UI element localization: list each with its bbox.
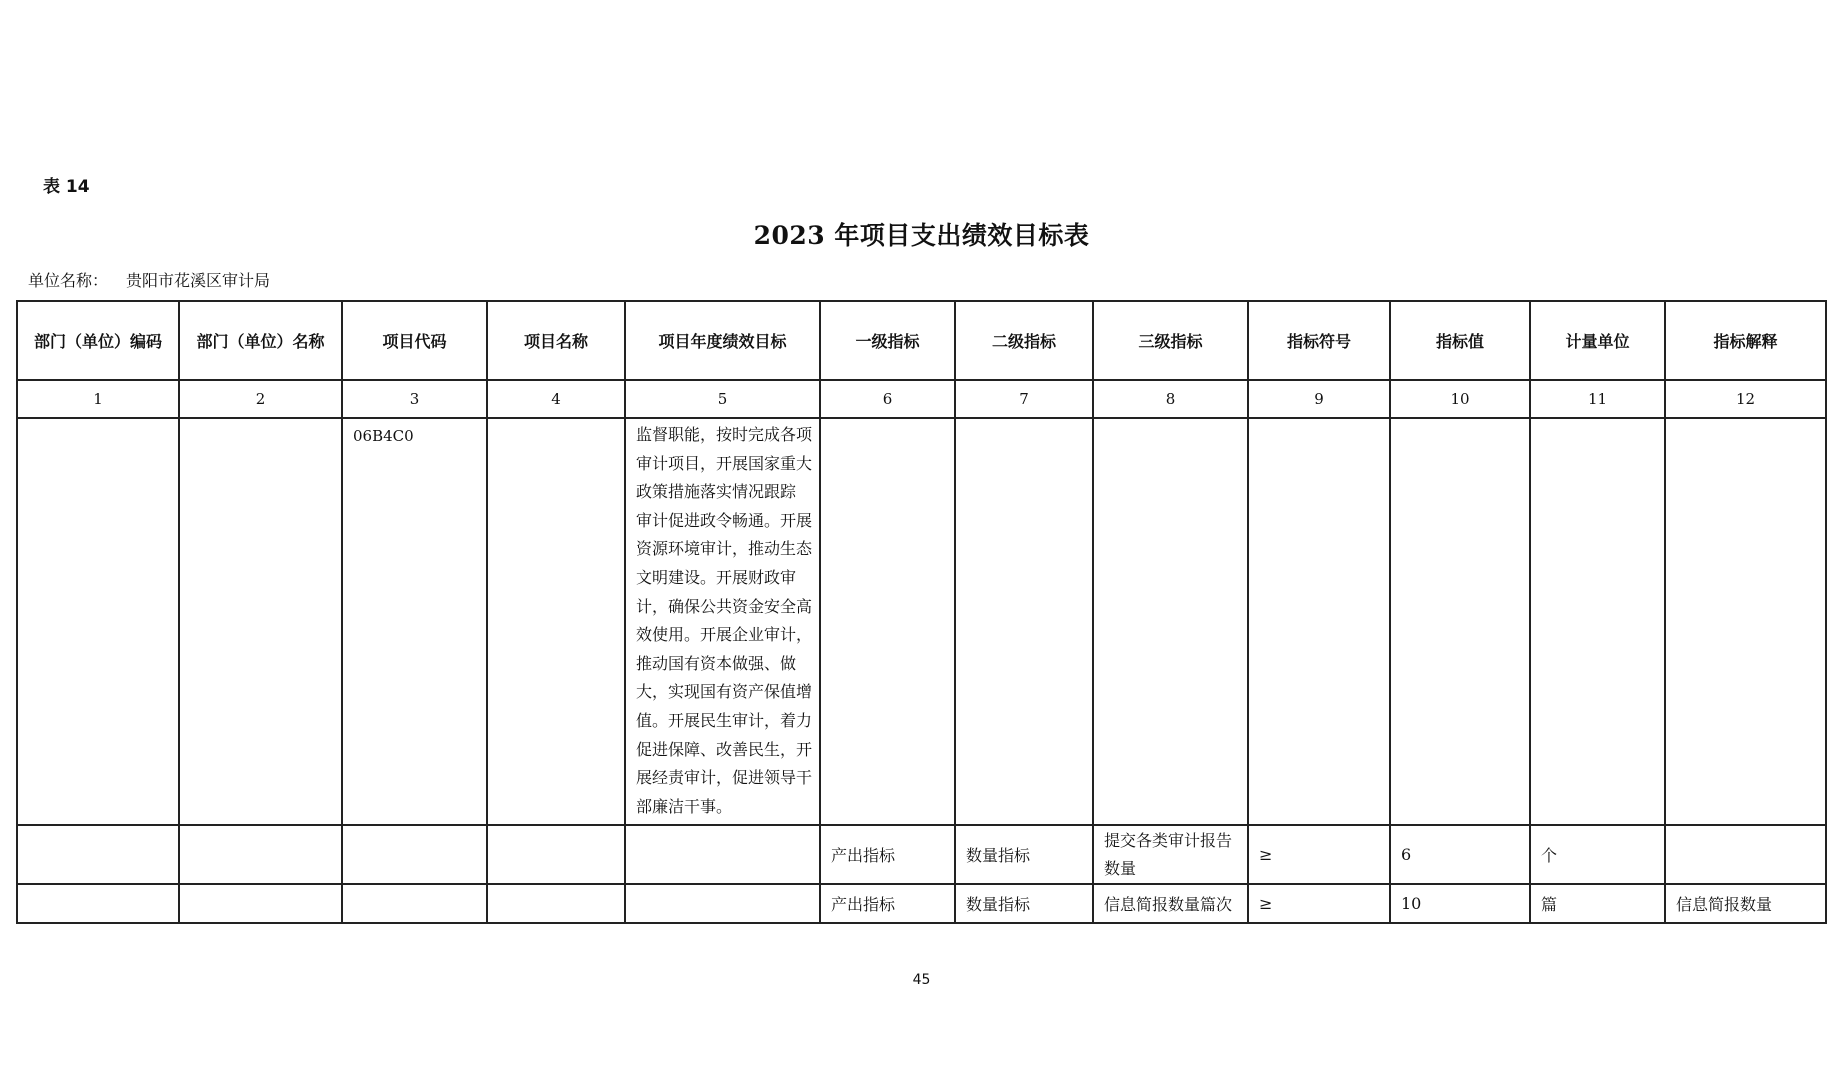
- column-number-cell: 4: [487, 380, 625, 418]
- column-number-cell: 2: [179, 380, 342, 418]
- dept-code-cell: [17, 418, 179, 825]
- project-name-cell: [487, 884, 625, 923]
- value-cell: 6: [1390, 825, 1530, 884]
- symbol-cell: ≥: [1248, 884, 1390, 923]
- goal-line: 监督职能，按时完成各项: [636, 425, 813, 444]
- explanation-cell: 信息简报数量: [1665, 884, 1826, 923]
- annual-goal-cell: [625, 418, 820, 825]
- column-number-cell: 3: [342, 380, 487, 418]
- value-cell: 10: [1390, 884, 1530, 923]
- header-cell: 指标符号: [1248, 301, 1390, 380]
- project-code-cell: [342, 825, 487, 884]
- column-number-cell: 7: [955, 380, 1093, 418]
- project-code-cell: [342, 884, 487, 923]
- column-number-cell: 8: [1093, 380, 1248, 418]
- table-label: 表 14: [43, 177, 90, 197]
- header-cell: 二级指标: [955, 301, 1093, 380]
- column-number-cell: 11: [1530, 380, 1665, 418]
- unit-cell: 篇: [1530, 884, 1665, 923]
- dept-code-cell: [17, 884, 179, 923]
- level2-cell: [955, 418, 1093, 825]
- level3-line: 数量: [1104, 858, 1137, 878]
- column-number-cell: 5: [625, 380, 820, 418]
- header-cell: 计量单位: [1530, 301, 1665, 380]
- project-code-cell: 06B4C0: [342, 418, 487, 825]
- header-cell: 部门（单位）编码: [17, 301, 179, 380]
- header-cell: 一级指标: [820, 301, 955, 380]
- annual-goal-cell: [625, 884, 820, 923]
- level1-cell: [820, 418, 955, 825]
- goal-line: 展经责审计，促进领导干: [636, 768, 813, 788]
- dept-name-cell: [179, 418, 342, 825]
- annual-goal-cell: [625, 825, 820, 884]
- goal-line: 效使用。开展企业审计，: [636, 625, 813, 645]
- goal-line: 文明建设。开展财政审: [636, 567, 797, 587]
- page-number: 45: [912, 972, 931, 988]
- project-row: [17, 418, 1826, 825]
- level3-cell: 信息简报数量篇次: [1093, 884, 1248, 923]
- value-cell: [1390, 418, 1530, 825]
- goal-line: 值。开展民生审计，着力: [636, 710, 813, 730]
- dept-code-cell: [17, 825, 179, 884]
- performance-target-table: [16, 300, 1827, 924]
- column-number-cell: 6: [820, 380, 955, 418]
- unit-name-label: 单位名称：: [28, 271, 109, 290]
- explanation-cell: [1665, 825, 1826, 884]
- unit-name-line: [28, 268, 270, 291]
- level1-cell: 产出指标: [820, 825, 955, 884]
- level3-cell: [1093, 825, 1248, 884]
- level2-cell: 数量指标: [955, 884, 1093, 923]
- unit-cell: 个: [1530, 825, 1665, 884]
- header-cell: 项目年度绩效目标: [625, 301, 820, 380]
- header-cell: 部门（单位）名称: [179, 301, 342, 380]
- goal-line: 大，实现国有资产保值增: [636, 682, 813, 702]
- header-cell: 指标值: [1390, 301, 1530, 380]
- header-cell: 项目代码: [342, 301, 487, 380]
- document-title: 2023 年项目支出绩效目标表: [753, 221, 1090, 250]
- header-row: [17, 301, 1826, 380]
- unit-cell: [1530, 418, 1665, 825]
- symbol-cell: [1248, 418, 1390, 825]
- column-number-row: [17, 380, 1826, 418]
- goal-line: 促进保障、改善民生，开: [636, 739, 813, 759]
- dept-name-cell: [179, 884, 342, 923]
- project-name-cell: [487, 418, 625, 825]
- indicator-row: [17, 884, 1826, 923]
- goal-line: 推动国有资本做强、做: [636, 653, 797, 673]
- dept-name-cell: [179, 825, 342, 884]
- column-number-cell: 10: [1390, 380, 1530, 418]
- column-number-cell: 1: [17, 380, 179, 418]
- goal-line: 资源环境审计，推动生态: [636, 539, 813, 559]
- header-cell: 项目名称: [487, 301, 625, 380]
- goal-line: 审计促进政令畅通。开展: [636, 510, 813, 530]
- goal-line: 政策措施落实情况跟踪: [636, 482, 797, 502]
- goal-line: 审计项目，开展国家重大: [636, 453, 813, 473]
- explanation-cell: [1665, 418, 1826, 825]
- project-name-cell: [487, 825, 625, 884]
- indicator-row: [17, 825, 1826, 884]
- level1-cell: 产出指标: [820, 884, 955, 923]
- header-cell: 指标解释: [1665, 301, 1826, 380]
- symbol-cell: ≥: [1248, 825, 1390, 884]
- column-number-cell: 12: [1665, 380, 1826, 418]
- level3-cell: [1093, 418, 1248, 825]
- column-number-cell: 9: [1248, 380, 1390, 418]
- unit-name-value: 贵阳市花溪区审计局: [126, 271, 271, 290]
- level3-line: 提交各类审计报告: [1104, 830, 1233, 850]
- goal-line: 部廉洁干事。: [636, 796, 733, 816]
- goal-line: 计，确保公共资金安全高: [636, 596, 813, 616]
- level2-cell: 数量指标: [955, 825, 1093, 884]
- header-cell: 三级指标: [1093, 301, 1248, 380]
